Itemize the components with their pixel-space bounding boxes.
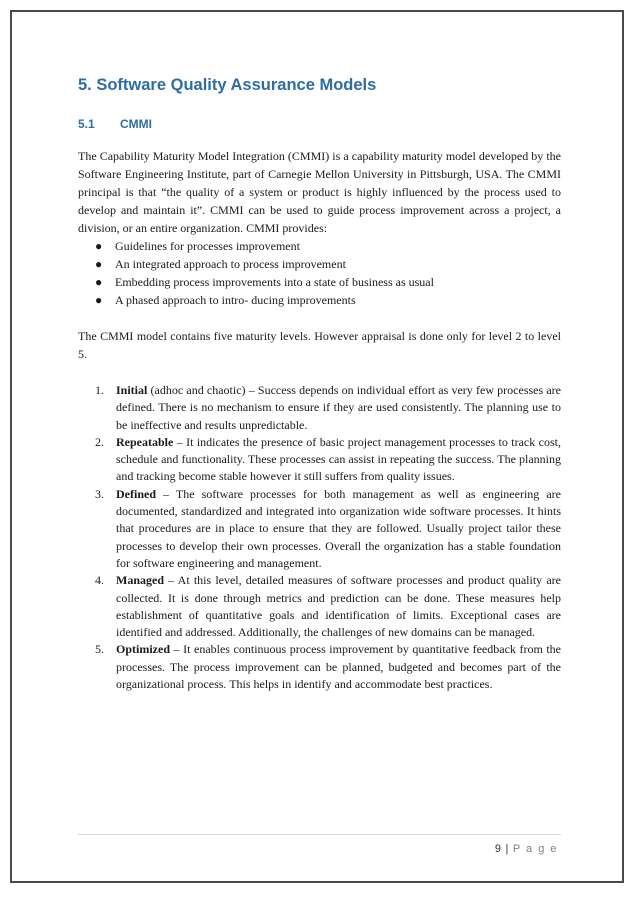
section-heading: 5. Software Quality Assurance Models xyxy=(78,76,377,94)
subsection-title: CMMI xyxy=(120,117,152,131)
intro-paragraph: The Capability Maturity Model Integration (CMMI) is a capability maturity model developed by the Software Engineering Institute, part of Carnegie Mellon University in Pittsburgh, USA. The CMMI principal is that “the quality of a system or product is highly influenced by the process used to develop and maintain it”. CMMI can be used to guide process improvement across a project, a division, or an entire organization. CMMI provides: xyxy=(78,149,561,235)
bullet-icon: ● xyxy=(95,239,103,253)
maturity-level-item: 5. Optimized – It enables continuous process improvement by quantitative feedback from the processes. The process improvement can be planned, budgeted and becomes part of the organizational process. This helps in identify and accommodate best practices. xyxy=(95,642,561,692)
list-item: ● Guidelines for processes improvement xyxy=(95,239,300,253)
list-item: ● Embedding process improvements into a state of business as usual xyxy=(95,275,434,289)
subsection-number: 5.1 xyxy=(78,117,95,131)
level-term: Managed xyxy=(116,573,164,588)
list-item: ● An integrated approach to process improvement xyxy=(95,257,346,271)
levels-intro-paragraph: The CMMI model contains five maturity levels. However appraisal is done only for level 2 to level 5. xyxy=(78,329,561,361)
level-term: Initial xyxy=(116,383,148,397)
subsection-heading xyxy=(78,117,561,131)
level-term: Defined xyxy=(116,486,156,501)
page-content xyxy=(78,76,561,693)
list-item: ● A phased approach to intro- ducing improvements xyxy=(95,293,356,307)
maturity-level-item: 4. Managed – At this level, detailed measures of software processes and product quality are collected. It is done through metrics and prediction can be done. These measures help establishment of quantitative goals and identification of limits. Exceptional cases are identified and addressed. Additionally, the challenges of new domains can be managed. xyxy=(95,573,561,640)
level-term: Repeatable xyxy=(116,434,174,449)
level-term: Optimized xyxy=(116,642,170,657)
page-footer xyxy=(495,843,558,855)
provides-list xyxy=(78,237,561,309)
footer-separator: | xyxy=(505,843,510,855)
maturity-level-item: 2. Repeatable – It indicates the presence of basic project management processes to track cost, schedule and functionality. These processes can assist in repeating the success. The planning and tracking become stable however it still suffers from quality issues. xyxy=(95,434,561,484)
bullet-icon: ● xyxy=(95,275,103,289)
footer-divider xyxy=(78,834,561,835)
bullet-icon: ● xyxy=(95,293,103,307)
page-label: P a g e xyxy=(512,843,558,855)
page-number: 9 xyxy=(494,843,503,855)
bullet-icon: ● xyxy=(95,257,103,271)
maturity-level-item: 3. Defined – The software processes for both management as well as engineering are documented, standardized and integrated into organization wide software processes. It hints that procedures are in place to ensure that they are followed. Usually project tailor these processes to develop their own processes. Overall the organization has a stable foundation for software engineering and management. xyxy=(95,486,561,570)
maturity-levels-list xyxy=(78,382,561,693)
maturity-level-item: 1. Initial (adhoc and chaotic) – Success depends on individual effort as very few processes are defined. There is no mechanism to ensure if they are used consistently. The planning use to be ineffective and results unpredictable. xyxy=(95,383,561,432)
